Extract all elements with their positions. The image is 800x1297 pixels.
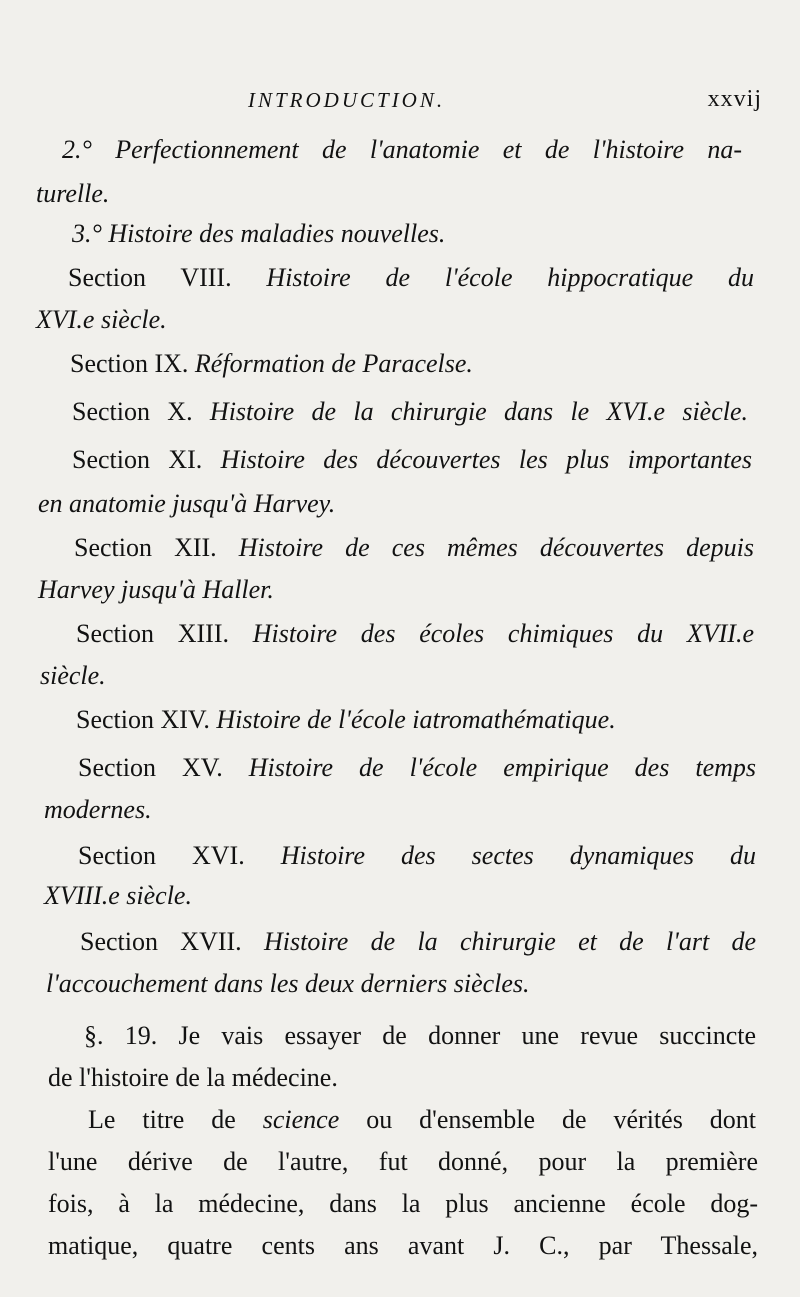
section-title: Histoire des écoles chimiques du XVII.e <box>252 619 754 648</box>
paragraph-line-22: de l'histoire de la médecine. <box>48 1063 338 1092</box>
toc-section-13 <box>76 618 754 650</box>
section-label: Section XI. <box>72 445 203 474</box>
toc-section-16 <box>78 840 756 872</box>
toc-section-11 <box>72 444 752 476</box>
toc-section-15 <box>78 752 756 784</box>
section-label: Section VIII. <box>68 263 232 292</box>
toc-section-9 <box>70 348 473 380</box>
section-label: Section XIII. <box>76 619 229 648</box>
text-fragment: Le titre de <box>88 1105 263 1134</box>
running-title: INTRODUCTION. <box>248 88 446 112</box>
paragraph-line-23 <box>88 1104 756 1136</box>
paragraph-line-26: matique, quatre cents ans avant J. C., par Thessale, <box>48 1231 758 1260</box>
section-title: Histoire de la chirurgie dans le XVI.e siècle. <box>209 397 749 426</box>
paragraph-line-24: l'une dérive de l'autre, fut donné, pour la première <box>48 1147 758 1176</box>
section-label: Section XV. <box>78 753 223 782</box>
section-label: Section XIV. <box>76 705 210 734</box>
toc-section-17 <box>80 926 756 958</box>
emphasis-science: science <box>262 1105 340 1134</box>
toc-section-8 <box>68 262 754 294</box>
section-label: Section XII. <box>74 533 217 562</box>
section-title: Réformation de Paracelse. <box>194 349 473 378</box>
section-label: Section X. <box>72 397 193 426</box>
toc-line-16: modernes. <box>44 795 152 824</box>
toc-line-2: turelle. <box>36 179 110 208</box>
section-label: Section XVI. <box>78 841 245 870</box>
toc-line-9: en anatomie jusqu'à Harvey. <box>38 489 336 518</box>
section-label: Section XVII. <box>80 927 242 956</box>
toc-line-18: XVIII.e siècle. <box>44 881 192 910</box>
section-title: Histoire de l'école iatromathématique. <box>216 705 616 734</box>
section-title: Histoire de ces mêmes découvertes depuis <box>238 533 754 562</box>
toc-line-1: 2.° Perfectionnement de l'anatomie et de l'histoire na- <box>62 135 742 164</box>
toc-line-3: 3.° Histoire des maladies nouvelles. <box>72 219 446 248</box>
page-number: xxvij <box>707 86 762 112</box>
section-title: Histoire de l'école hippocratique du <box>266 263 754 292</box>
page-header <box>0 86 800 126</box>
toc-line-13: siècle. <box>40 661 106 690</box>
section-label: Section IX. <box>70 349 189 378</box>
toc-line-5: XVI.e siècle. <box>36 305 167 334</box>
section-title: Histoire des sectes dynamiques du <box>280 841 756 870</box>
toc-section-14 <box>76 704 616 736</box>
toc-section-12 <box>74 532 754 564</box>
section-title: Histoire de l'école empirique des temps <box>248 753 757 782</box>
toc-section-10 <box>72 396 748 428</box>
text-fragment: ou d'ensemble de vérités dont <box>339 1105 757 1134</box>
toc-line-20: l'accouchement dans les deux derniers siècles. <box>46 969 530 998</box>
toc-line-11: Harvey jusqu'à Haller. <box>38 575 274 604</box>
section-title: Histoire des découvertes les plus importantes <box>220 445 753 474</box>
section-title: Histoire de la chirurgie et de l'art de <box>264 927 757 956</box>
paragraph-line-21: §. 19. Je vais essayer de donner une revue succincte <box>84 1021 756 1050</box>
paragraph-line-25: fois, à la médecine, dans la plus ancienne école dog- <box>48 1189 758 1218</box>
